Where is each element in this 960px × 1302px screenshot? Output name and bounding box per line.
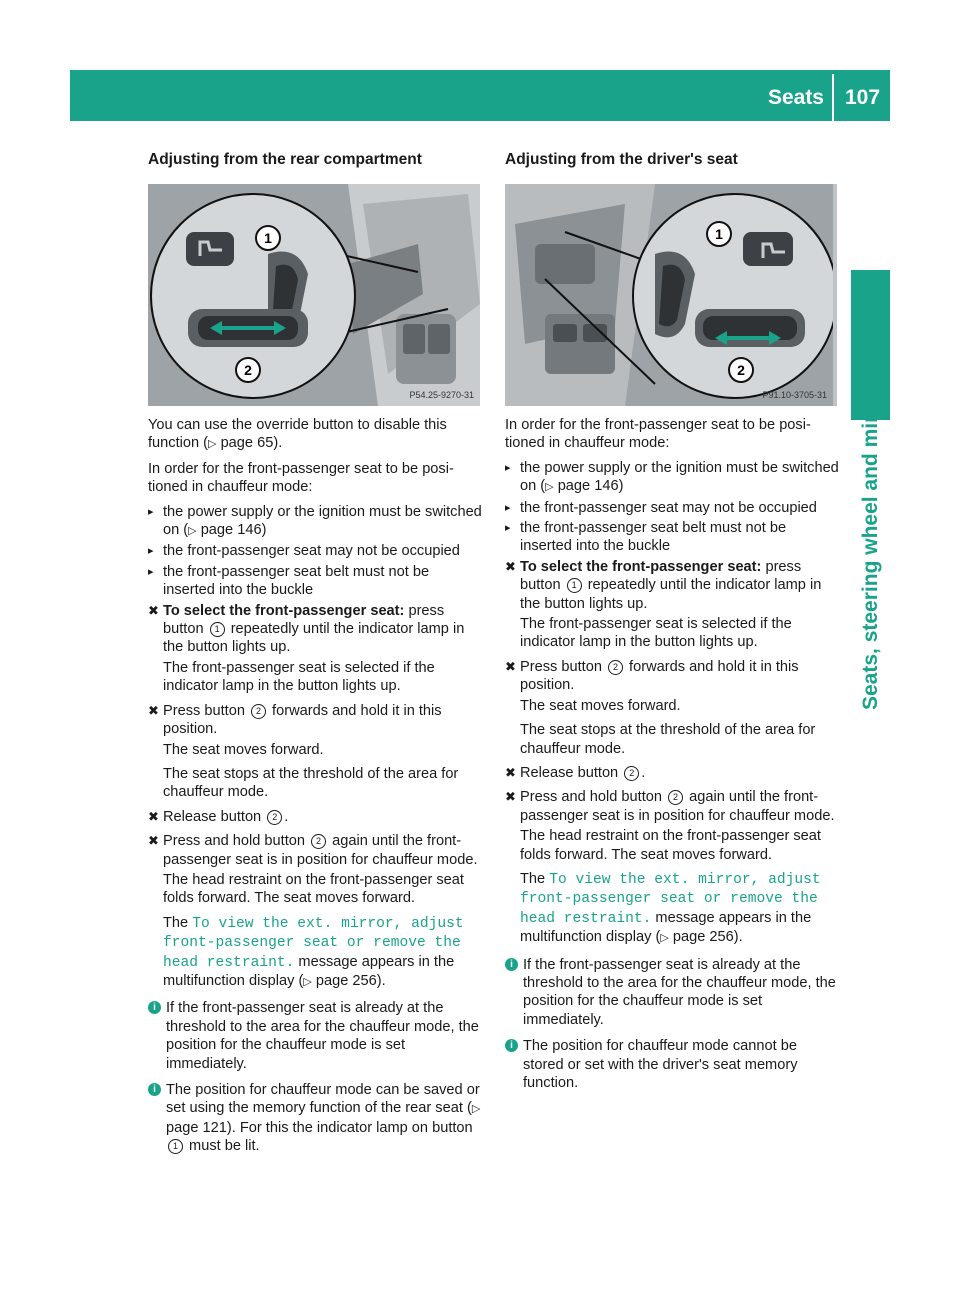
right-intro: In order for the front-passenger seat to be posi-tioned in chauffeur mode: (505, 417, 811, 452)
button-2-marker: 2 (311, 834, 326, 849)
info-icon: i (148, 1083, 161, 1096)
page-link[interactable]: page 146 (200, 522, 262, 539)
display-message: To view the ext. mirror, adjust front-passenger seat or remove the head restraint. (163, 915, 464, 971)
step: ✖ Press button 2 forwards and hold it in this position. The seat moves forward. The seat stops at the threshold of the area for chauffeur mode. (505, 658, 841, 758)
page-reference-arrow-icon: ▷ (188, 525, 197, 538)
list-item: ▸ the front-passenger seat may not be occupied (505, 499, 841, 517)
step-arrow-icon: ✖ (505, 658, 516, 674)
list-item: ▸ the front-passenger seat belt must not be inserted into the buckle (148, 563, 484, 600)
page-link[interactable]: page 65 (220, 435, 274, 452)
figure-callout-1: 1 (715, 226, 723, 242)
button-2-marker: 2 (668, 790, 683, 805)
step-detail: The front-passenger seat is selected if the indicator lamp in the button lights up. (520, 616, 792, 651)
page-number: 107 (845, 86, 881, 109)
rear-compartment-figure (148, 184, 480, 406)
info-icon: i (505, 1039, 518, 1052)
left-intro1: You can use the override button to disable this function (▷ page 65). (148, 417, 447, 452)
button-2-marker: 2 (251, 704, 266, 719)
page-link[interactable]: page 121 (166, 1119, 227, 1136)
step-detail: The seat moves forward. (163, 741, 324, 758)
page-reference-arrow-icon: ▷ (303, 975, 312, 988)
step: ✖ Press button 2 forwards and hold it in this position. The seat moves forward. The seat stops at the threshold of the area for chauffeur mode. (148, 702, 484, 802)
step-detail: The To view the ext. mirror, adjust front-passenger seat or remove the head restraint. message appears in the multifunction display (▷ page 256). (520, 870, 821, 946)
left-requirements-list (148, 503, 484, 600)
step: ✖ To select the front-passenger seat: press button 1 repeatedly until the indicator lamp in the button lights up. The front-passenger seat is selected if the indicator lamp in the button lights up. (148, 602, 484, 696)
step-arrow-icon: ✖ (505, 558, 516, 574)
drivers-seat-figure (505, 184, 837, 406)
step-detail: The front-passenger seat is selected if the indicator lamp in the button lights up. (163, 659, 435, 695)
step-detail: The head restraint on the front-passenger seat folds forward. The seat moves forward. (163, 871, 464, 907)
step: ✖ Press and hold button 2 again until the front-passenger seat is in position for chauffeur mode. The head restraint on the front-passenger seat folds forward. The seat moves forward. The To view the ext. mirror, adjust front-passenger seat or remove the head restraint. message appears in the multifunction display (▷ page 256). (148, 832, 484, 991)
driver-seat-switch-illustration (505, 184, 833, 406)
figure-code: P91.10-3705-31 (762, 390, 827, 400)
list-item: ▸ the power supply or the ignition must be switched on (▷ page 146) (505, 459, 841, 497)
step-detail: The head restraint on the front-passenger seat folds forward. The seat moves forward. (520, 828, 821, 863)
list-item: ▸ the front-passenger seat belt must not be inserted into the buckle (505, 519, 841, 556)
left-column (148, 150, 484, 1162)
rear-seat-switch-illustration (148, 184, 480, 406)
info-note: i The position for chauffeur mode can be saved or set using the memory function of the rear seat (▷ page 121). For this the indicator lamp on button 1 must be lit. (148, 1081, 484, 1156)
right-column (505, 150, 841, 1098)
step: ✖ To select the front-passenger seat: press button 1 repeatedly until the indicator lamp in the button lights up. The front-passenger seat is selected if the indicator lamp in the button lights up. (505, 558, 841, 652)
header-separator (832, 74, 834, 121)
step-arrow-icon: ✖ (505, 789, 516, 805)
right-heading: Adjusting from the driver's seat (505, 151, 738, 168)
button-2-marker: 2 (267, 810, 282, 825)
info-icon: i (505, 958, 518, 971)
page-link[interactable]: page 146 (557, 478, 619, 495)
step-detail: The seat moves forward. (520, 697, 681, 714)
info-note: i If the front-passenger seat is already at the threshold to the area for the chauffeur mode, the position for the chauffeur mode is set immediately. (505, 956, 841, 1030)
page-reference-arrow-icon: ▷ (471, 1103, 481, 1116)
page-reference-arrow-icon: ▷ (208, 438, 217, 451)
step-detail: The seat stops at the threshold of the area for chauffeur mode. (520, 722, 816, 757)
step-arrow-icon: ✖ (505, 764, 516, 780)
chapter-title (851, 373, 890, 720)
step-arrow-icon: ✖ (148, 833, 159, 849)
button-1-marker: 1 (567, 578, 582, 593)
figure-callout-2: 2 (244, 362, 252, 378)
figure-callout-1: 1 (264, 230, 272, 246)
list-item: ▸ the power supply or the ignition must be switched on (▷ page 146) (148, 503, 484, 541)
info-icon: i (148, 1001, 161, 1014)
step-detail: The To view the ext. mirror, adjust front-passenger seat or remove the head restraint. message appears in the multifunction display (▷ page 256). (163, 914, 464, 989)
step-arrow-icon: ✖ (148, 702, 159, 718)
page-link[interactable]: page 256 (672, 929, 734, 946)
info-note: i If the front-passenger seat is already at the threshold to the area for the chauffeur mode, the position for the chauffeur mode is set immediately. (148, 999, 484, 1073)
left-intro2: In order for the front-passenger seat to be posi-tioned in chauffeur mode: (148, 460, 454, 496)
list-item: ▸ the front-passenger seat may not be occupied (148, 542, 484, 560)
page-link[interactable]: page 256 (315, 972, 377, 989)
chapter-title-text: Seats, steering wheel and mirrors (859, 373, 882, 710)
step: ✖ Release button 2 . (148, 808, 289, 825)
button-2-marker: 2 (624, 766, 639, 781)
step: ✖ Press and hold button 2 again until the front-passenger seat is in position for chauffeur mode. The head restraint on the front-passenger seat folds forward. The seat moves forward. The To view the ext. mirror, adjust front-passenger seat or remove the head restraint. message appears in the multifunction display (▷ page 256). (505, 788, 841, 947)
page-reference-arrow-icon: ▷ (545, 481, 554, 494)
button-1-marker: 1 (168, 1139, 183, 1154)
left-heading: Adjusting from the rear compartment (148, 151, 422, 168)
button-1-marker: 1 (210, 622, 225, 637)
figure-code: P54.25-9270-31 (409, 390, 474, 400)
right-requirements-list (505, 459, 841, 556)
info-note: i The position for chauffeur mode cannot be stored or set with the driver's seat memory function. (505, 1037, 841, 1092)
button-2-marker: 2 (608, 660, 623, 675)
step-arrow-icon: ✖ (148, 602, 159, 618)
step: ✖ Release button 2 . (505, 764, 646, 781)
display-message: To view the ext. mirror, adjust front-passenger seat or remove the head restraint. (520, 871, 821, 927)
section-title: Seats (767, 86, 824, 109)
figure-callout-2: 2 (737, 362, 745, 378)
page-reference-arrow-icon: ▷ (660, 932, 669, 945)
step-arrow-icon: ✖ (148, 808, 159, 824)
step-detail: The seat stops at the threshold of the area for chauffeur mode. (163, 765, 459, 801)
